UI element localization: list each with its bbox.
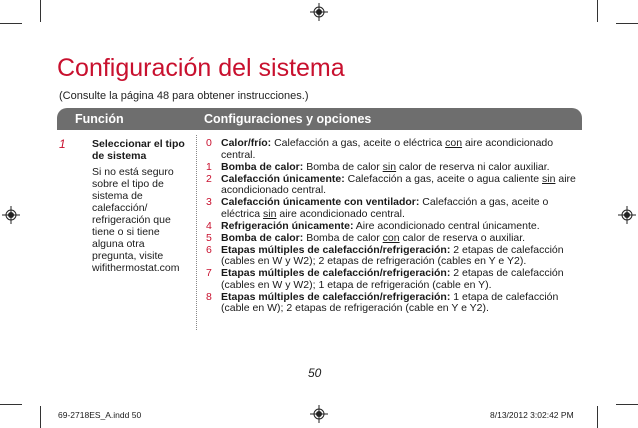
footer-file-info: 69-2718ES_A.indd 50 <box>58 410 142 420</box>
function-description: Si no está seguro sobre el tipo de sistema de calefacción/ refrigeración que tiene o si tiene alguna otra pregunta, visite wifithermostat.com <box>92 166 180 274</box>
option-emphasis: sin <box>263 207 277 220</box>
crop-mark <box>597 406 598 428</box>
column-divider <box>196 135 197 330</box>
option-text: Aire acondicionado central únicamente. <box>353 219 540 232</box>
crop-mark <box>40 0 41 22</box>
option-item <box>206 174 582 197</box>
option-label: Bomba de calor: <box>221 231 304 244</box>
crop-mark <box>616 23 638 24</box>
option-label: Calefacción únicamente: <box>221 172 345 185</box>
column-header-function: Función <box>75 112 124 126</box>
option-number: 8 <box>206 290 212 303</box>
function-title: Seleccionar el tipo de sistema <box>92 138 185 162</box>
option-number: 3 <box>206 196 212 208</box>
option-number: 4 <box>206 219 212 232</box>
option-text: calor de reserva ni calor auxiliar. <box>396 160 550 173</box>
options-list <box>206 138 582 315</box>
option-text: Calefacción a gas, aceite o eléctrica <box>271 137 446 149</box>
registration-mark-icon <box>310 405 328 423</box>
option-text: aire acondicionado central. <box>221 172 576 196</box>
option-item <box>206 268 582 291</box>
crop-mark <box>0 23 22 24</box>
option-label: Calor/frío: <box>221 137 272 149</box>
option-text: 2 etapas de calefacción (cables en W y W2); 2 etapas de refrigeración (cables en Y e Y2). <box>221 243 564 267</box>
crop-mark <box>616 404 638 405</box>
option-label: Etapas múltiples de calefacción/refrigeración: <box>221 243 451 256</box>
option-emphasis: con <box>382 231 400 244</box>
option-text: aire acondicionado central. <box>221 137 554 161</box>
option-label: Etapas múltiples de calefacción/refrigeración: <box>221 267 451 279</box>
option-number: 1 <box>206 160 212 173</box>
option-number: 6 <box>206 243 212 256</box>
option-label: Etapas múltiples de calefacción/refrigeración: <box>221 290 451 303</box>
option-number: 7 <box>206 267 212 279</box>
footer-timestamp: 8/13/2012 3:02:42 PM <box>490 410 574 420</box>
registration-mark-icon <box>2 206 20 224</box>
crop-mark <box>0 404 22 405</box>
column-header-options: Configuraciones y opciones <box>204 112 372 126</box>
page-subtitle: (Consulte la página 48 para obtener instrucciones.) <box>59 90 309 102</box>
page-title: Configuración del sistema <box>57 54 345 82</box>
registration-mark-icon <box>310 3 328 21</box>
option-item <box>206 233 582 245</box>
option-label: Calefacción únicamente con ventilador: <box>221 196 420 208</box>
option-emphasis: sin <box>542 172 556 185</box>
option-label: Refrigeración únicamente: <box>221 219 354 232</box>
option-text: Bomba de calor <box>303 231 383 244</box>
option-text: Calefacción a gas, aceite o agua caliente <box>344 172 542 185</box>
option-item <box>206 292 582 315</box>
option-label: Bomba de calor: <box>221 160 304 173</box>
crop-mark <box>597 0 598 22</box>
option-text: Calefacción a gas, aceite o eléctrica <box>221 196 549 220</box>
option-item <box>206 221 582 233</box>
option-number: 0 <box>206 137 212 149</box>
option-text: calor de reserva o auxiliar. <box>399 231 526 244</box>
option-text: 1 etapa de calefacción (cable en W); 2 etapas de refrigeración (cable en Y e Y2). <box>221 290 559 314</box>
option-text: aire acondicionado central. <box>276 207 405 220</box>
row-number: 1 <box>59 137 66 151</box>
option-item <box>206 138 582 161</box>
option-item <box>206 245 582 268</box>
option-number: 5 <box>206 231 212 244</box>
registration-mark-icon <box>618 206 636 224</box>
table-header <box>57 108 582 130</box>
option-text: 2 etapas de calefacción (cables en W y W2); 1 etapa de refrigeración (cable en Y). <box>221 267 564 291</box>
option-number: 2 <box>206 172 212 185</box>
option-emphasis: sin <box>382 160 397 173</box>
option-text: Bomba de calor <box>303 160 383 173</box>
option-item <box>206 197 582 220</box>
crop-mark <box>40 406 41 428</box>
page-number: 50 <box>308 366 322 380</box>
option-item <box>206 162 582 174</box>
option-emphasis: con <box>445 137 463 149</box>
